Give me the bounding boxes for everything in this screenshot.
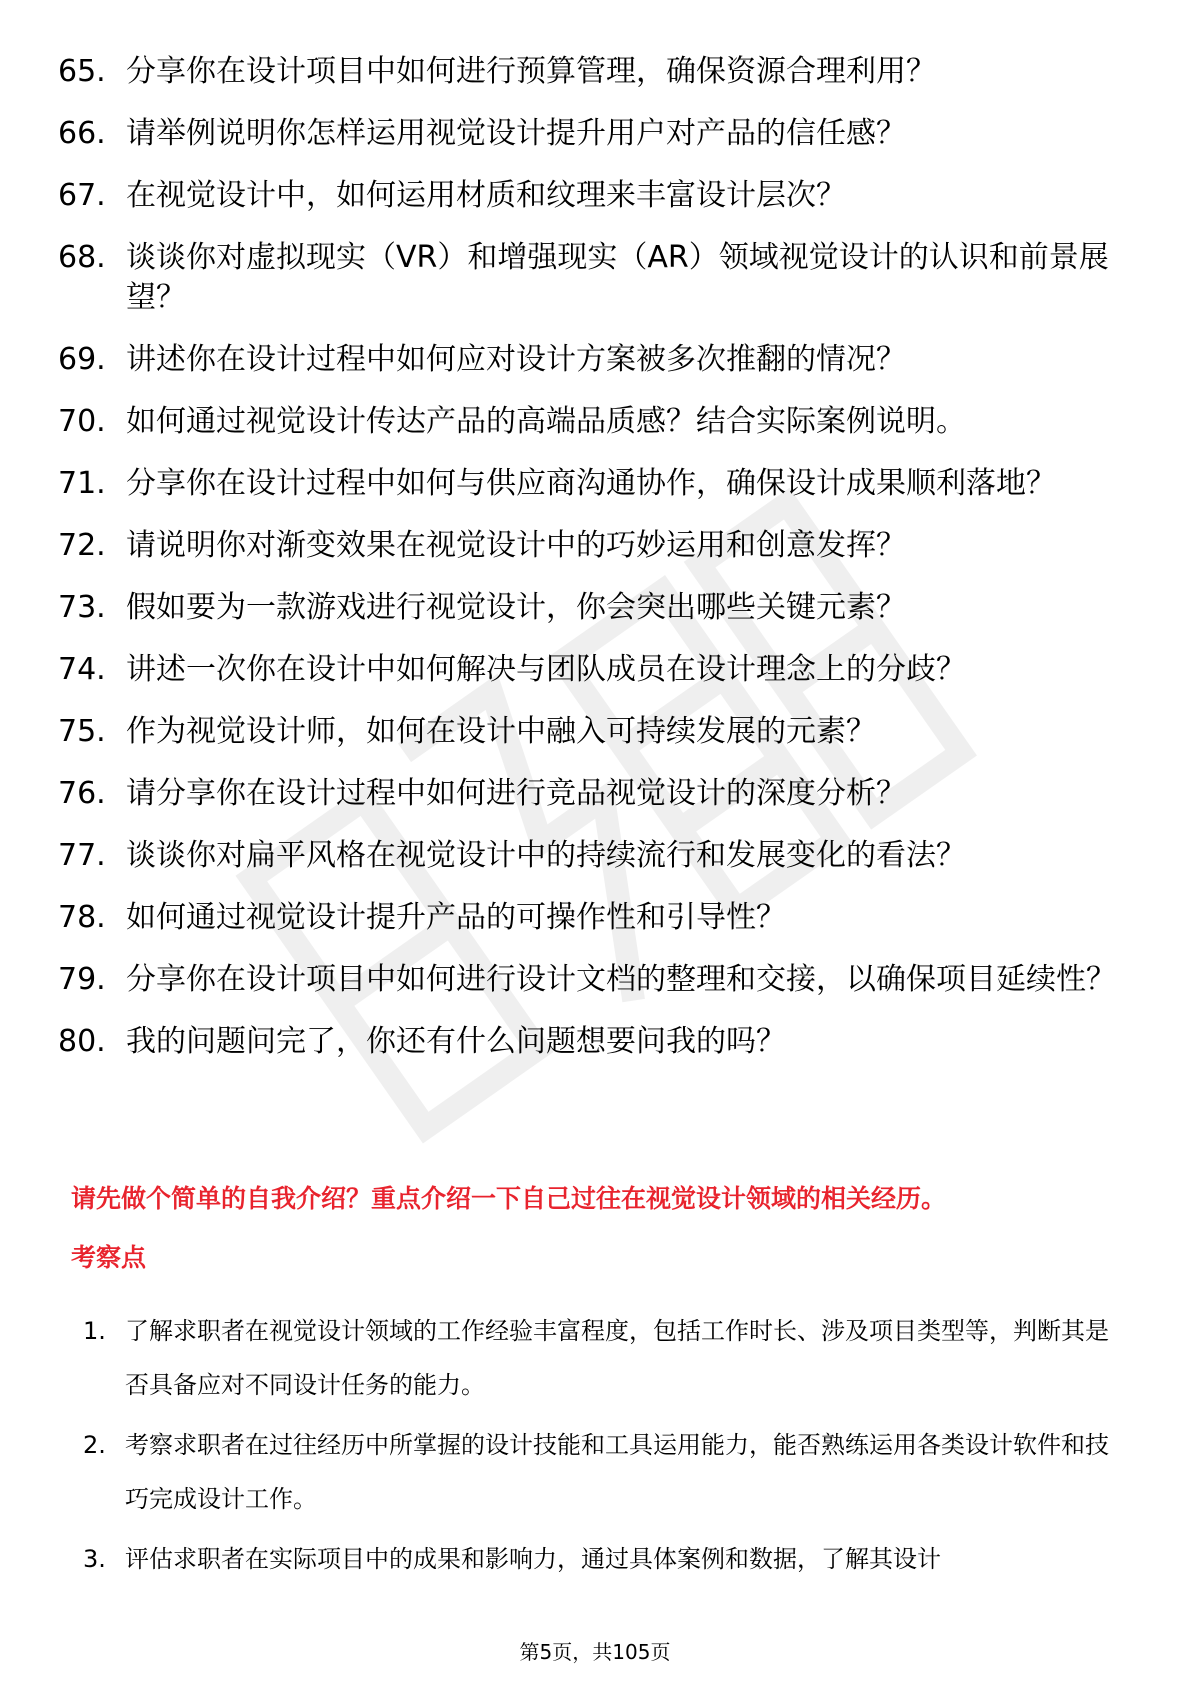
question-item [58, 402, 1138, 442]
assessment-point [83, 1532, 1123, 1586]
question-text: 分享你在设计过程中如何与供应商沟通协作，确保设计成果顺利落地？ [126, 466, 1056, 501]
question-text: 作为视觉设计师，如何在设计中融入可持续发展的元素？ [126, 714, 876, 749]
question-text: 分享你在设计项目中如何进行设计文档的整理和交接，以确保项目延续性？ [126, 962, 1116, 997]
question-text: 我的问题问完了，你还有什么问题想要问我的吗？ [126, 1024, 786, 1059]
point-text: 了解求职者在视觉设计领域的工作经验丰富程度，包括工作时长、涉及项目类型等，判断其是否具备应对不同设计任务的能力。 [125, 1317, 1109, 1399]
question-item [58, 1022, 1138, 1062]
section-subtitle: 考察点 [71, 1243, 147, 1272]
page-footer: 第5页，共105页 [519, 1640, 671, 1664]
point-number: 3. [83, 1545, 106, 1573]
question-text: 在视觉设计中，如何运用材质和纹理来丰富设计层次？ [126, 178, 846, 213]
question-number: 77. [58, 838, 106, 873]
question-number: 72. [58, 528, 106, 563]
question-text: 如何通过视觉设计提升产品的可操作性和引导性？ [126, 900, 786, 935]
question-item [58, 238, 1138, 318]
question-number: 80. [58, 1024, 106, 1059]
question-text: 请分享你在设计过程中如何进行竞品视觉设计的深度分析？ [126, 776, 906, 811]
question-text: 如何通过视觉设计传达产品的高端品质感？结合实际案例说明。 [126, 404, 966, 439]
question-number: 68. [58, 240, 106, 275]
question-text: 讲述一次你在设计中如何解决与团队成员在设计理念上的分歧？ [126, 652, 966, 687]
question-number: 65. [58, 54, 106, 89]
question-text: 假如要为一款游戏进行视觉设计，你会突出哪些关键元素？ [126, 590, 906, 625]
question-text: 讲述你在设计过程中如何应对设计方案被多次推翻的情况？ [126, 342, 906, 377]
question-text: 谈谈你对扁平风格在视觉设计中的持续流行和发展变化的看法？ [126, 838, 966, 873]
question-number: 76. [58, 776, 106, 811]
question-text: 请说明你对渐变效果在视觉设计中的巧妙运用和创意发挥？ [126, 528, 906, 563]
assessment-point-list [83, 1304, 1123, 1592]
question-item [58, 340, 1138, 380]
question-number: 71. [58, 466, 106, 501]
question-number: 70. [58, 404, 106, 439]
question-item [58, 712, 1138, 752]
question-item [58, 464, 1138, 504]
point-number: 1. [83, 1317, 106, 1345]
question-item [58, 836, 1138, 876]
question-item [58, 774, 1138, 814]
question-number: 66. [58, 116, 106, 151]
question-item [58, 114, 1138, 154]
question-item [58, 650, 1138, 690]
question-number: 79. [58, 962, 106, 997]
question-item [58, 526, 1138, 566]
question-item [58, 588, 1138, 628]
question-item [58, 52, 1138, 92]
point-text: 评估求职者在实际项目中的成果和影响力，通过具体案例和数据，了解其设计 [125, 1545, 941, 1573]
assessment-point [83, 1418, 1123, 1526]
question-item [58, 960, 1138, 1000]
question-number: 69. [58, 342, 106, 377]
point-text: 考察求职者在过往经历中所掌握的设计技能和工具运用能力，能否熟练运用各类设计软件和技巧完成设计工作。 [125, 1431, 1109, 1513]
question-text: 分享你在设计项目中如何进行预算管理，确保资源合理利用？ [126, 54, 936, 89]
question-number: 75. [58, 714, 106, 749]
question-text: 请举例说明你怎样运用视觉设计提升用户对产品的信任感？ [126, 116, 906, 151]
question-number: 74. [58, 652, 106, 687]
section-title: 请先做个简单的自我介绍？重点介绍一下自己过往在视觉设计领域的相关经历。 [71, 1184, 947, 1213]
question-item [58, 898, 1138, 938]
question-number: 73. [58, 590, 106, 625]
question-item [58, 176, 1138, 216]
question-number: 78. [58, 900, 106, 935]
question-text: 谈谈你对虚拟现实（VR）和增强现实（AR）领域视觉设计的认识和前景展望？ [126, 240, 1109, 315]
assessment-point [83, 1304, 1123, 1412]
question-number: 67. [58, 178, 106, 213]
question-list [58, 52, 1138, 1084]
point-number: 2. [83, 1431, 106, 1459]
